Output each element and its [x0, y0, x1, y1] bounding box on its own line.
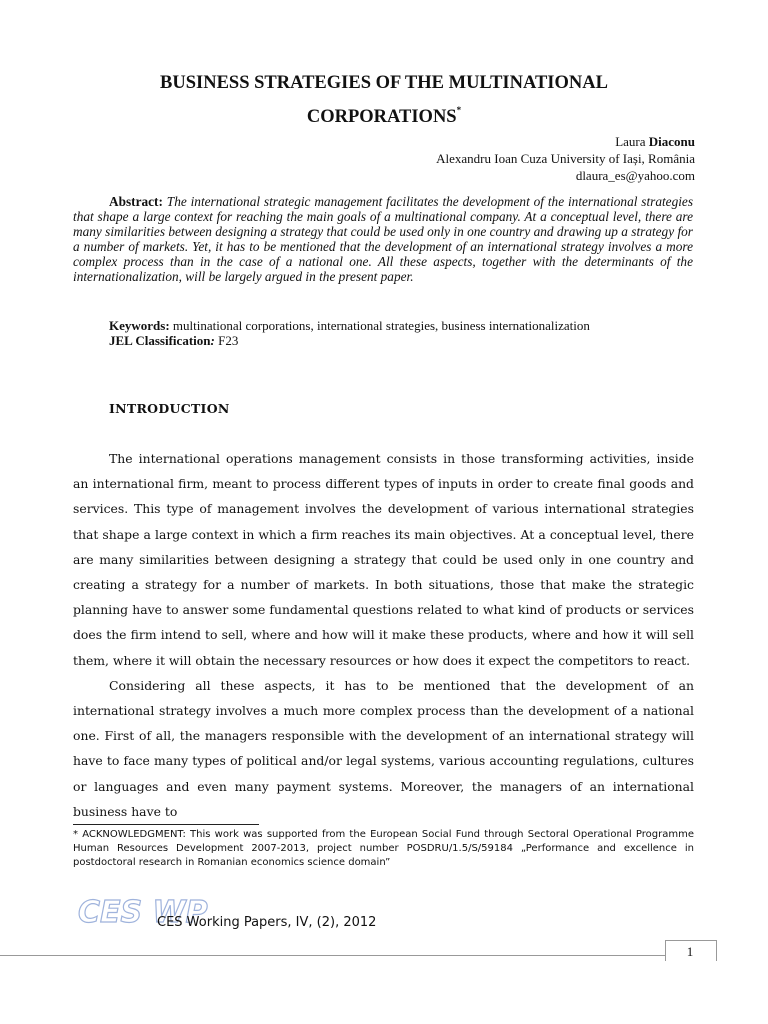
- jel-colon: :: [210, 333, 215, 348]
- footnote-rule: [73, 824, 259, 825]
- keywords-text: multinational corporations, international strategies, business internationalization: [172, 318, 590, 333]
- author-affiliation: Alexandru Ioan Cuza University of Iași, România: [436, 151, 695, 166]
- author-email: dlaura_es@yahoo.com: [575, 168, 695, 183]
- title-line-2: [90, 97, 678, 131]
- title-line-1: BUSINESS STRATEGIES OF THE MULTINATIONAL: [160, 73, 608, 93]
- paragraph: Considering all these aspects, it has to be mentioned that the development of an international strategy involves a much more complex process than the development of a national one. First of all, the managers responsible with the development of an international strategy will have to face many types of political and/or legal systems, various accounting regulations, cultures or languages and even many payment systems. Moreover, the managers of an international business have to: [73, 677, 694, 819]
- body-text: [73, 446, 694, 824]
- logo-text: CES WP: [78, 895, 208, 930]
- abstract-text: The international strategic management facilitates the development of the international strategies that shape a large context for reaching the main goals of a multinational company. At a conceptual level, there are many similarities between designing a strategy that could be used only in one country and drawing up a strategy for a number of markets. Yet, it has to be mentioned that the development of an international strategy involves a more complex process than in the case of a national one. All these aspects, together with the determinants of the internationalization, will be largely argued in the present paper.: [73, 194, 693, 284]
- footnote: * ACKNOWLEDGMENT: This work was supported from the European Social Fund through Sectoral Operational Programme Human Resources Development 2007-2013, project number POSDRU/1.5/S/59184 „Performance and excellence in postdoctoral research in Romanian economics science domain”: [73, 829, 694, 868]
- paper-title: [90, 70, 678, 131]
- page-number: 1: [686, 944, 694, 959]
- jel-label: JEL Classification: [109, 333, 211, 348]
- keywords-line: [109, 318, 699, 333]
- title-footnote-mark: *: [456, 105, 462, 115]
- author-block: [436, 133, 695, 184]
- footer-line: [0, 955, 665, 956]
- title-line-2-text: CORPORATIONS: [306, 107, 457, 127]
- journal-reference: CES Working Papers, IV, (2), 2012: [157, 915, 377, 930]
- section-heading: INTRODUCTION: [109, 401, 230, 416]
- author-name: [436, 133, 695, 150]
- jel-text: F23: [218, 333, 239, 348]
- paragraph: The international operations management consists in those transforming activities, inside an international firm, meant to process different types of inputs in order to create final goods and services. This type of management involves the development of various international strategies that shape a large context in which a firm reaches its main objectives. At a conceptual level, there are many similarities between designing a strategy that could be used only in one country and creating a strategy for a number of markets. In both situations, those that make the strategic planning have to answer some fundamental questions related to what kind of products or services does the firm intend to sell, where and how will it make these products, where and how it will sell them, where it will obtain the necessary resources or how does it expect the competitors to react.: [73, 451, 694, 668]
- ces-wp-logo: [76, 888, 208, 930]
- abstract: [73, 194, 693, 284]
- abstract-label: Abstract:: [109, 194, 163, 209]
- jel-line: [109, 333, 699, 348]
- keywords-label: Keywords:: [109, 318, 170, 333]
- keywords-block: [109, 318, 699, 348]
- author-first-name: Laura: [615, 134, 646, 149]
- author-last-name: Diaconu: [648, 134, 695, 149]
